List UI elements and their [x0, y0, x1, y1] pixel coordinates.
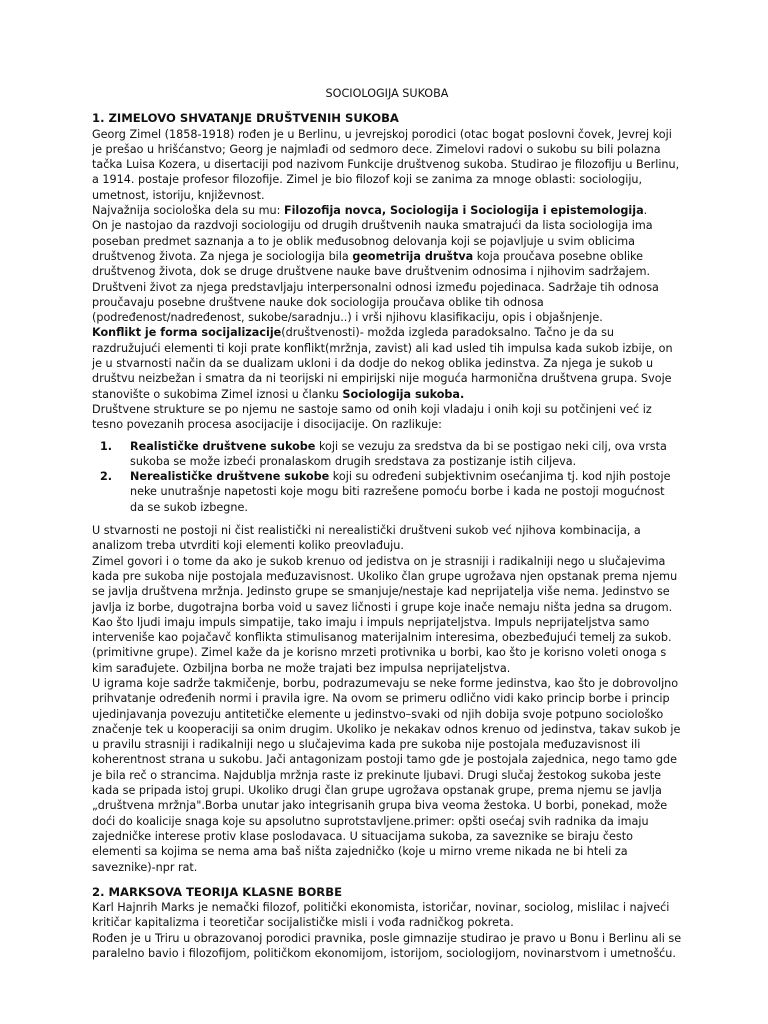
document-title: SOCIOLOGIJA SUKOBA — [325, 87, 449, 100]
paragraph — [92, 203, 682, 218]
conflict-types-list — [92, 439, 682, 515]
list-number: 2. — [99, 470, 112, 484]
bold-text: Nerealističke društvene sukobe — [130, 470, 330, 484]
text-run: koja proučava posebne oblike društvenog života, dok se druge društvene nauke bave društvenim odnosima i njihovim sadržajem. — [92, 249, 651, 279]
list-number: 1. — [99, 439, 112, 453]
paragraph: Zimel govori i o tome da ako je sukob krenuo od jedistva on je strasniji i radikalniji nego u slučajevima kada pre sukoba nije postojala međuzavisnost. Ukoliko član grupe ugrožava njen opstanak prema njemu se javlja društvena mržnja. Jedinsto grupe se smanjuje/nestaje kad neprijatelja više nema. Jedinstvo se javlja iz borbe, dugotrajna borba void u savez ličnosti i grupe koje inače nemaju ništa jedna sa drugom. — [92, 554, 678, 614]
text-run: koji se vezuju za sredstva da bi se postigao neki cilj, ova vrsta sukoba se može izbeći pronalaskom drugih sredstava za postizanje istih ciljeva. — [130, 439, 667, 468]
text-run: On je nastojao da razdvoji sociologiju od drugih društvenih nauka smatrajući da lista sociologija ima poseban predmet saznanja a to je oblik međusobnog delovanja koji se pojavljuje u svim oblicima društvenog života. Za njega je sociologija bila — [92, 219, 653, 263]
bold-text: geometrija društva — [352, 249, 474, 263]
text-run: koji su određeni subjektivnim osećanjima tj. kod njih postoje neke unutrašnje napetosti koje mogu biti razrešene pomoću borbe i kada ne postoji mogućnost da se sukob izbegne. — [130, 470, 671, 514]
section-2-heading: 2. MARKSOVA TEORIJA KLASNE BORBE — [92, 884, 342, 899]
paragraph: Karl Hajnrih Marks je nemački filozof, politički ekonomista, istoričar, novinar, sociolog, mislilac i najveći kritičar kapitalizma i teoretičar socijalističke misli i vođa radničkog pokreta. — [92, 901, 670, 930]
text-run: (društvenosti)- možda izgleda paradoksalno. Tačno je da su razdružujući elementi ti koji prate konflikt(mržnja, zavist) ali kad usled tih impulsa kada sukob izbije, on je u stvarnosti način da se dualizam ukloni i da dodje do nekog oblika jedinstva. Za njega je sukob u društvu neizbežan i smatra da ni teorijski ni empirijski nije moguća harmonična društvena grupa. Svoje stanovište o sukobima Zimel iznosi u članku — [92, 326, 673, 401]
paragraph — [92, 218, 682, 279]
paragraph: Rođen je u Triru u obrazovanoj porodici pravnika, posle gimnazije studirao je pravo u Bonu i Berlinu ali se paralelno bavio i filozofijom, političkom ekonomijom, istorijom, sociologijom, novinarstvom i umetnošću. — [92, 931, 682, 961]
paragraph: Georg Zimel (1858-1918) rođen je u Berlinu, u jevrejskoj porodici (otac bogat poslovni čovek, Jevrej koji je prešao u hrišćanstvo; Georg je najmlađi od sedmoro dece. Zimelovi radovi o sukobu su bili polazna tačka Luisa Kozera, u disertaciji pod nazivom Funkcije društvenog sukoba. Studirao je filozofiju u Berlinu, a 1914. postaje profesor filozofije. Zimel je bio filozof koji se zanima za mnoge oblasti: sociologiju, umetnost, istoriju, književnost. — [92, 127, 680, 202]
bold-text: Realističke društvene sukobe — [130, 439, 316, 453]
list-item — [99, 469, 682, 515]
paragraph: Kao što ljudi imaju impuls simpatije, tako imaju i impuls neprijateljstva. Impuls neprijateljstva samo interveniše kao pojačavč konflikta stimulisanog materijalnim interesima, obezbeđujući temelj za sukob.(primitivne grupe). Zimel kaže da je korisno mrzeti protivnika u borbi, kao što je korisno voleti onoga s kim sarađujete. Ozbiljna borba ne može trajati bez impulsa neprijateljstva. — [92, 615, 672, 675]
text-run: Najvažnija sociološka dela su mu: — [92, 204, 284, 218]
paragraph: Društvene strukture se po njemu ne sastoje samo od onih koji vladaju i onih koji su potčinjeni već iz tesno povezanih procesa asocijacije i disocijacije. On razlikuje: — [92, 402, 652, 432]
paragraph: Društveni život za njega predstavljaju interpersonalni odnosi između pojedinaca. Sadržaje tih odnosa proučavaju posebne društvene nauke dok sociologija proučava oblike tih odnosa (podređenost/nadređenost, sukobe/saradnju..) i vrši njihovu klasifikaciju, opis i objašnjenje. — [92, 280, 659, 325]
bold-text: Konflikt je forma socijalizacije — [92, 326, 282, 340]
bold-text: Filozofija novca, Sociologija i Sociologija i epistemologija — [283, 204, 644, 218]
paragraph: U igrama koje sadrže takmičenje, borbu, podrazumevaju se neke forme jedinstva, kao što je dobrovoljno prihvatanje određenih normi i pravila igre. Na ovom se primeru odlično vidi kako princip borbe i princip ujedinjavanja povezuju antitetičke elemente u jedinstvo–svaki od njih dobija svoje potpuno sociološko značenje tek u kooperaciji sa onim drugim. Ukoliko je nekakav odnos krenuo od jedinstva, takav sukob je u pravilu strasniji i radikalniji nego u slučajevima kada pre sukoba nije postojala međuzavisnost ili koherentnost strana u sukobu. Jači antagonizam postoji tamo gde je postojala zajednica, nego tamo gde je bila reč o strancima. Najdublja mržnja raste iz prekinute ljubavi. Drugi slučaj žestokog sukoba jeste kada se pripada istoj grupi. Ukoliko drugi član grupe ugrožava opstanak grupe, prema njemu se javlja „društvena mržnja".Borba unutar jako integrisanih grupa biva veoma žestoka. U borbi, ponekad, može doći do koalicije snaga koje su apsolutno suprotstavljene.primer: opšti osećaj svih radnika da imaju zajedničke interese protiv klase poslodavaca. U situacijama sukoba, za saveznike se biraju često elementi sa kojima se nema ama baš ništa zajedničko (koje u mirno vreme nikada ne bi hteli za saveznike)-npr rat. — [92, 676, 681, 874]
list-item — [99, 439, 682, 470]
paragraph — [92, 325, 682, 401]
paragraph: U stvarnosti ne postoji ni čist realistički ni nerealistički društveni sukob već njihova kombinacija, a analizom treba utvrditi koji elementi koliko preovlađuju. — [92, 524, 641, 553]
bold-text: Sociologija sukoba. — [342, 387, 465, 401]
section-1-heading: 1. ZIMELOVO SHVATANJE DRUŠTVENIH SUKOBA — [92, 111, 399, 126]
text-run: . — [643, 204, 648, 218]
document-page — [92, 86, 682, 961]
